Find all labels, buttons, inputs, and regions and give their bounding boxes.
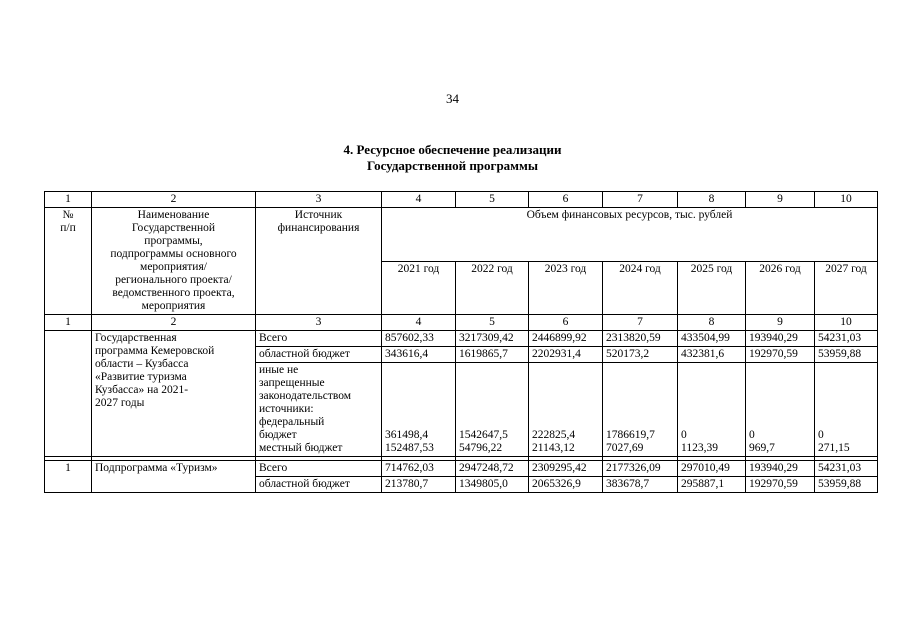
- col-num: 4: [382, 192, 456, 208]
- source-line: местный бюджет: [259, 442, 343, 454]
- value-cell: 1619865,7: [456, 347, 529, 363]
- value-cell-other: [529, 363, 603, 457]
- col-num: 1: [45, 315, 92, 331]
- header-source: Источник финансирования: [256, 208, 382, 315]
- source-label: областной бюджет: [256, 347, 382, 363]
- column-number-row: [45, 192, 878, 208]
- value-cell: 192970,59: [746, 347, 815, 363]
- value-cell: 192970,59: [746, 477, 815, 493]
- source-line: федеральный: [259, 416, 325, 428]
- federal-value: 222825,4: [532, 429, 576, 441]
- page-number: 34: [446, 91, 459, 106]
- program-num: [45, 331, 92, 457]
- col-num: 2: [92, 315, 256, 331]
- value-cell: 295887,1: [678, 477, 746, 493]
- col-num: 6: [529, 315, 603, 331]
- value-cell: 297010,49: [678, 461, 746, 477]
- local-value: 21143,12: [532, 442, 575, 454]
- col-num: 5: [456, 315, 529, 331]
- col-num: 10: [815, 315, 878, 331]
- value-cell: 433504,99: [678, 331, 746, 347]
- col-num: 10: [815, 192, 878, 208]
- federal-value: 1786619,7: [606, 429, 655, 441]
- col-num: 8: [678, 315, 746, 331]
- year-header: 2022 год: [456, 261, 529, 315]
- value-cell: 54231,03: [815, 461, 878, 477]
- value-cell-other: [603, 363, 678, 457]
- value-cell-other: [678, 363, 746, 457]
- value-cell-other: [746, 363, 815, 457]
- source-line: бюджет: [259, 429, 297, 441]
- col-num: 3: [256, 315, 382, 331]
- col-num: 7: [603, 192, 678, 208]
- federal-value: 361498,4: [385, 429, 429, 441]
- header-row: [45, 208, 878, 262]
- local-value: 271,15: [818, 442, 850, 454]
- value-cell: 213780,7: [382, 477, 456, 493]
- section-title: [0, 142, 905, 174]
- federal-value: 0: [681, 429, 687, 441]
- source-label: Всего: [256, 461, 382, 477]
- value-cell: 54231,03: [815, 331, 878, 347]
- col-num: 6: [529, 192, 603, 208]
- year-header: 2025 год: [678, 261, 746, 315]
- col-num: 3: [256, 192, 382, 208]
- value-cell: 2309295,42: [529, 461, 603, 477]
- value-cell: 520173,2: [603, 347, 678, 363]
- value-cell: 2313820,59: [603, 331, 678, 347]
- program-name: Государственная программа Кемеровской области – Кузбасса «Развитие туризма Кузбасса» на 2021- 2027 годы: [92, 331, 256, 457]
- value-cell: 857602,33: [382, 331, 456, 347]
- value-cell: 2446899,92: [529, 331, 603, 347]
- value-cell: 2065326,9: [529, 477, 603, 493]
- value-cell-other: [382, 363, 456, 457]
- value-cell: 3217309,42: [456, 331, 529, 347]
- value-cell: 2947248,72: [456, 461, 529, 477]
- local-value: 1123,39: [681, 442, 718, 454]
- local-value: 54796,22: [459, 442, 503, 454]
- value-cell: 1349805,0: [456, 477, 529, 493]
- col-num: 8: [678, 192, 746, 208]
- source-label: Всего: [256, 331, 382, 347]
- year-header: 2027 год: [815, 261, 878, 315]
- col-num: 4: [382, 315, 456, 331]
- header-name: Наименование Государственной программы, подпрограммы основного мероприятия/ регионального проекта/ ведомственного проекта, мероприятия: [92, 208, 256, 315]
- value-cell: 193940,29: [746, 331, 815, 347]
- local-value: 7027,69: [606, 442, 644, 454]
- col-num: 9: [746, 192, 815, 208]
- value-cell: 2202931,4: [529, 347, 603, 363]
- federal-value: 0: [749, 429, 755, 441]
- value-cell: 53959,88: [815, 477, 878, 493]
- title-line-1: 4. Ресурсное обеспечение реализации: [343, 142, 562, 157]
- subprogram-name: Подпрограмма «Туризм»: [92, 461, 256, 493]
- resource-table: [44, 191, 878, 493]
- program-row-total: [45, 331, 878, 347]
- column-number-row: [45, 315, 878, 331]
- subprogram-num: 1: [45, 461, 92, 493]
- value-cell: 53959,88: [815, 347, 878, 363]
- value-cell: 432381,6: [678, 347, 746, 363]
- source-line: иные не: [259, 364, 299, 376]
- source-line: источники:: [259, 403, 314, 415]
- year-header: 2024 год: [603, 261, 678, 315]
- source-line: законодательством: [259, 390, 352, 402]
- year-header: 2021 год: [382, 261, 456, 315]
- value-cell: 343616,4: [382, 347, 456, 363]
- source-line: запрещенные: [259, 377, 325, 389]
- value-cell-other: [456, 363, 529, 457]
- year-header: 2023 год: [529, 261, 603, 315]
- col-num: 7: [603, 315, 678, 331]
- header-num: № п/п: [45, 208, 92, 315]
- local-value: 152487,53: [385, 442, 434, 454]
- federal-value: 1542647,5: [459, 429, 508, 441]
- col-num: 5: [456, 192, 529, 208]
- value-cell: 714762,03: [382, 461, 456, 477]
- title-line-2: Государственной программы: [366, 158, 539, 173]
- col-num: 2: [92, 192, 256, 208]
- local-value: 969,7: [749, 442, 775, 454]
- value-cell: 2177326,09: [603, 461, 678, 477]
- value-cell: 383678,7: [603, 477, 678, 493]
- subprogram-row-total: [45, 461, 878, 477]
- value-cell: 193940,29: [746, 461, 815, 477]
- col-num: 9: [746, 315, 815, 331]
- header-volume: Объем финансовых ресурсов, тыс. рублей: [382, 208, 878, 262]
- federal-value: 0: [818, 429, 824, 441]
- source-label: областной бюджет: [256, 477, 382, 493]
- source-label-other: [256, 363, 382, 457]
- year-header: 2026 год: [746, 261, 815, 315]
- col-num: 1: [45, 192, 92, 208]
- value-cell-other: [815, 363, 878, 457]
